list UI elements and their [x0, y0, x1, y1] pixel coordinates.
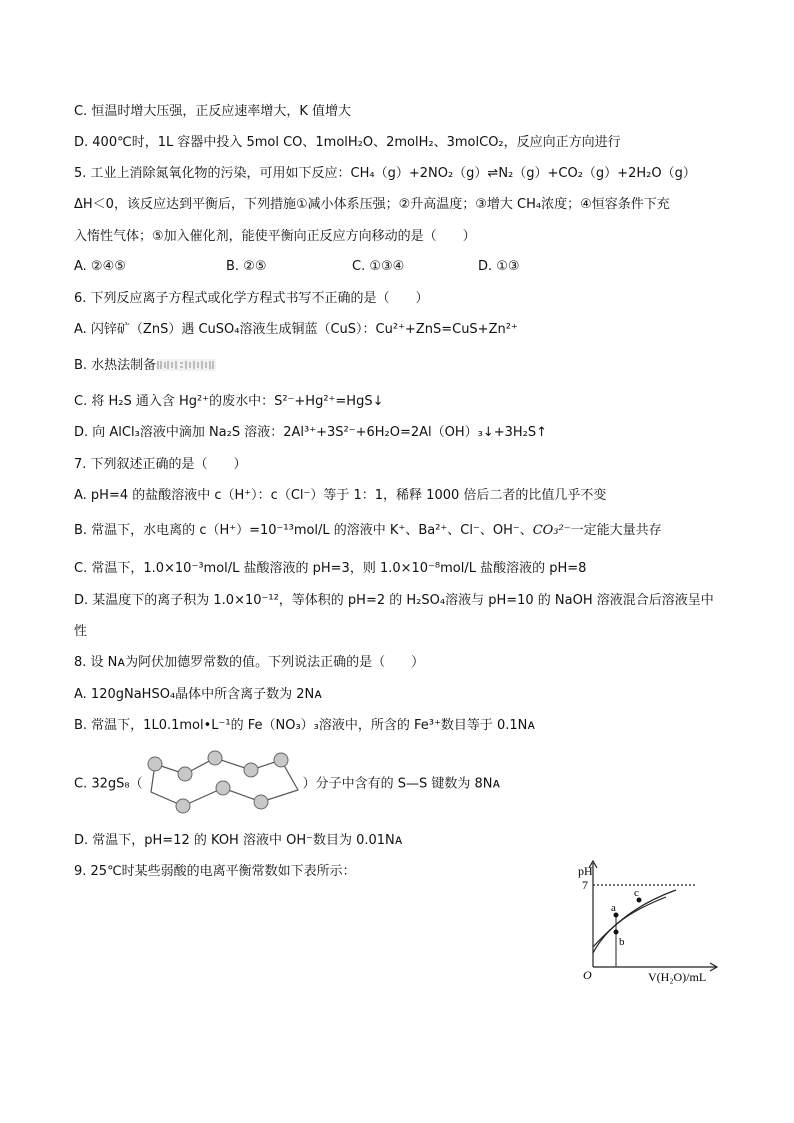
- q8-option-c-pre: C. 32gS₈（: [74, 776, 143, 792]
- point-c-label: c: [634, 887, 639, 899]
- q5-option-c: C. ①③④: [352, 259, 405, 274]
- q4-option-d: D. 400℃时，1L 容器中投入 5mol CO、1molH₂O、2molH₂、3molCO₂，反应向正方向进行: [74, 135, 621, 150]
- q6-option-a: A. 闪锌矿（ZnS）遇 CuSO₄溶液生成铜蓝（CuS）：Cu²⁺+ZnS=CuS+Zn²⁺: [74, 322, 518, 337]
- q6-option-b-text: B. 水热法制备: [74, 358, 157, 373]
- point-a-label: a: [611, 902, 616, 914]
- q7-option-b-pre: B. 常温下，水电离的 c（H⁺）=10⁻¹³mol/L 的溶液中 K⁺、Ba²⁺、Cl⁻、OH⁻、: [74, 523, 533, 538]
- q7-option-d-line2: 性: [74, 624, 88, 639]
- q8-option-b: B. 常温下，1L0.1mol•L⁻¹的 Fe（NO₃）₃溶液中，所含的 Fe³⁺数目等于 0.1Nᴀ: [74, 718, 536, 733]
- q5-stem-line1: 5. 工业上消除氮氧化物的污染，可用如下反应：CH₄（g）+2NO₂（g）⇌N₂（g）+CO₂（g）+2H₂O（g）: [74, 166, 696, 181]
- q8-option-c-post: ）分子中含有的 S—S 键数为 8Nᴀ: [302, 776, 501, 792]
- q4-option-c: C. 恒温时增大压强，正反应速率增大，K 值增大: [74, 104, 351, 119]
- origin-label: O: [583, 968, 592, 982]
- q7-option-b: [74, 522, 662, 540]
- q5-option-a: A. ②④⑤: [74, 259, 126, 274]
- q5-stem-line3: 入惰性气体；⑤加入催化剂，能使平衡向正反应方向移动的是（ ）: [74, 229, 476, 244]
- q5-stem-line2: ΔH＜0，该反应达到平衡后，下列措施①减小体系压强；②升高温度；③增大 CH₄浓度；④恒容条件下充: [74, 197, 670, 212]
- q7-stem: 7. 下列叙述正确的是（ ）: [74, 457, 247, 472]
- q7-option-d-line1: D. 某温度下的离子积为 1.0×10⁻¹²，等体积的 pH=2 的 H₂SO₄溶液与 pH=10 的 NaOH 溶液混合后溶液呈中: [74, 593, 714, 608]
- q5-option-d: D. ①③: [478, 259, 520, 274]
- q8-stem: 8. 设 Nᴀ为阿伏加德罗常数的值。下列说法正确的是（ ）: [74, 655, 425, 670]
- x-axis-label: V(H₂O)/mL: [648, 970, 707, 984]
- q7-option-a: A. pH=4 的盐酸溶液中 c（H⁺）：c（Cl⁻）等于 1：1，稀释 1000 倍后二者的比值几乎不变: [74, 488, 607, 503]
- point-b-label: b: [619, 936, 625, 948]
- q6-option-c: C. 将 H₂S 通入含 Hg²⁺的废水中：S²⁻+Hg²⁺=HgS↓: [74, 394, 384, 409]
- q8-option-a: A. 120gNaHSO₄晶体中所含离子数为 2Nᴀ: [74, 687, 322, 702]
- q6-stem: 6. 下列反应离子方程式或化学方程式书写不正确的是（ ）: [74, 291, 429, 306]
- formula-image: [156, 357, 216, 373]
- q8-option-c: [74, 750, 500, 819]
- q5-options: [74, 259, 534, 277]
- carbonate-ion: CO₃²⁻: [532, 523, 571, 538]
- y-axis-label: pH: [578, 864, 593, 878]
- q6-option-d: D. 向 AlCl₃溶液中滴加 Na₂S 溶液：2Al³⁺+3S²⁻+6H₂O=2Al（OH）₃↓+3H₂S↑: [74, 425, 548, 440]
- q5-option-b: B. ②⑤: [226, 259, 267, 274]
- y-tick-7: 7: [582, 878, 588, 892]
- q9-stem: 9. 25℃时某些弱酸的电离平衡常数如下表所示：: [74, 864, 356, 879]
- ph-dilution-graph: [578, 855, 728, 985]
- q8-option-d: D. 常温下，pH=12 的 KOH 溶液中 OH⁻数目为 0.01Nᴀ: [74, 833, 403, 848]
- q7-option-c: C. 常温下，1.0×10⁻³mol/L 盐酸溶液的 pH=3，则 1.0×10⁻⁸mol/L 盐酸溶液的 pH=8: [74, 561, 587, 576]
- q7-option-b-post: 一定能大量共存: [570, 523, 662, 538]
- s8-ring-structure-icon: [143, 750, 303, 818]
- q6-option-b: [74, 357, 216, 375]
